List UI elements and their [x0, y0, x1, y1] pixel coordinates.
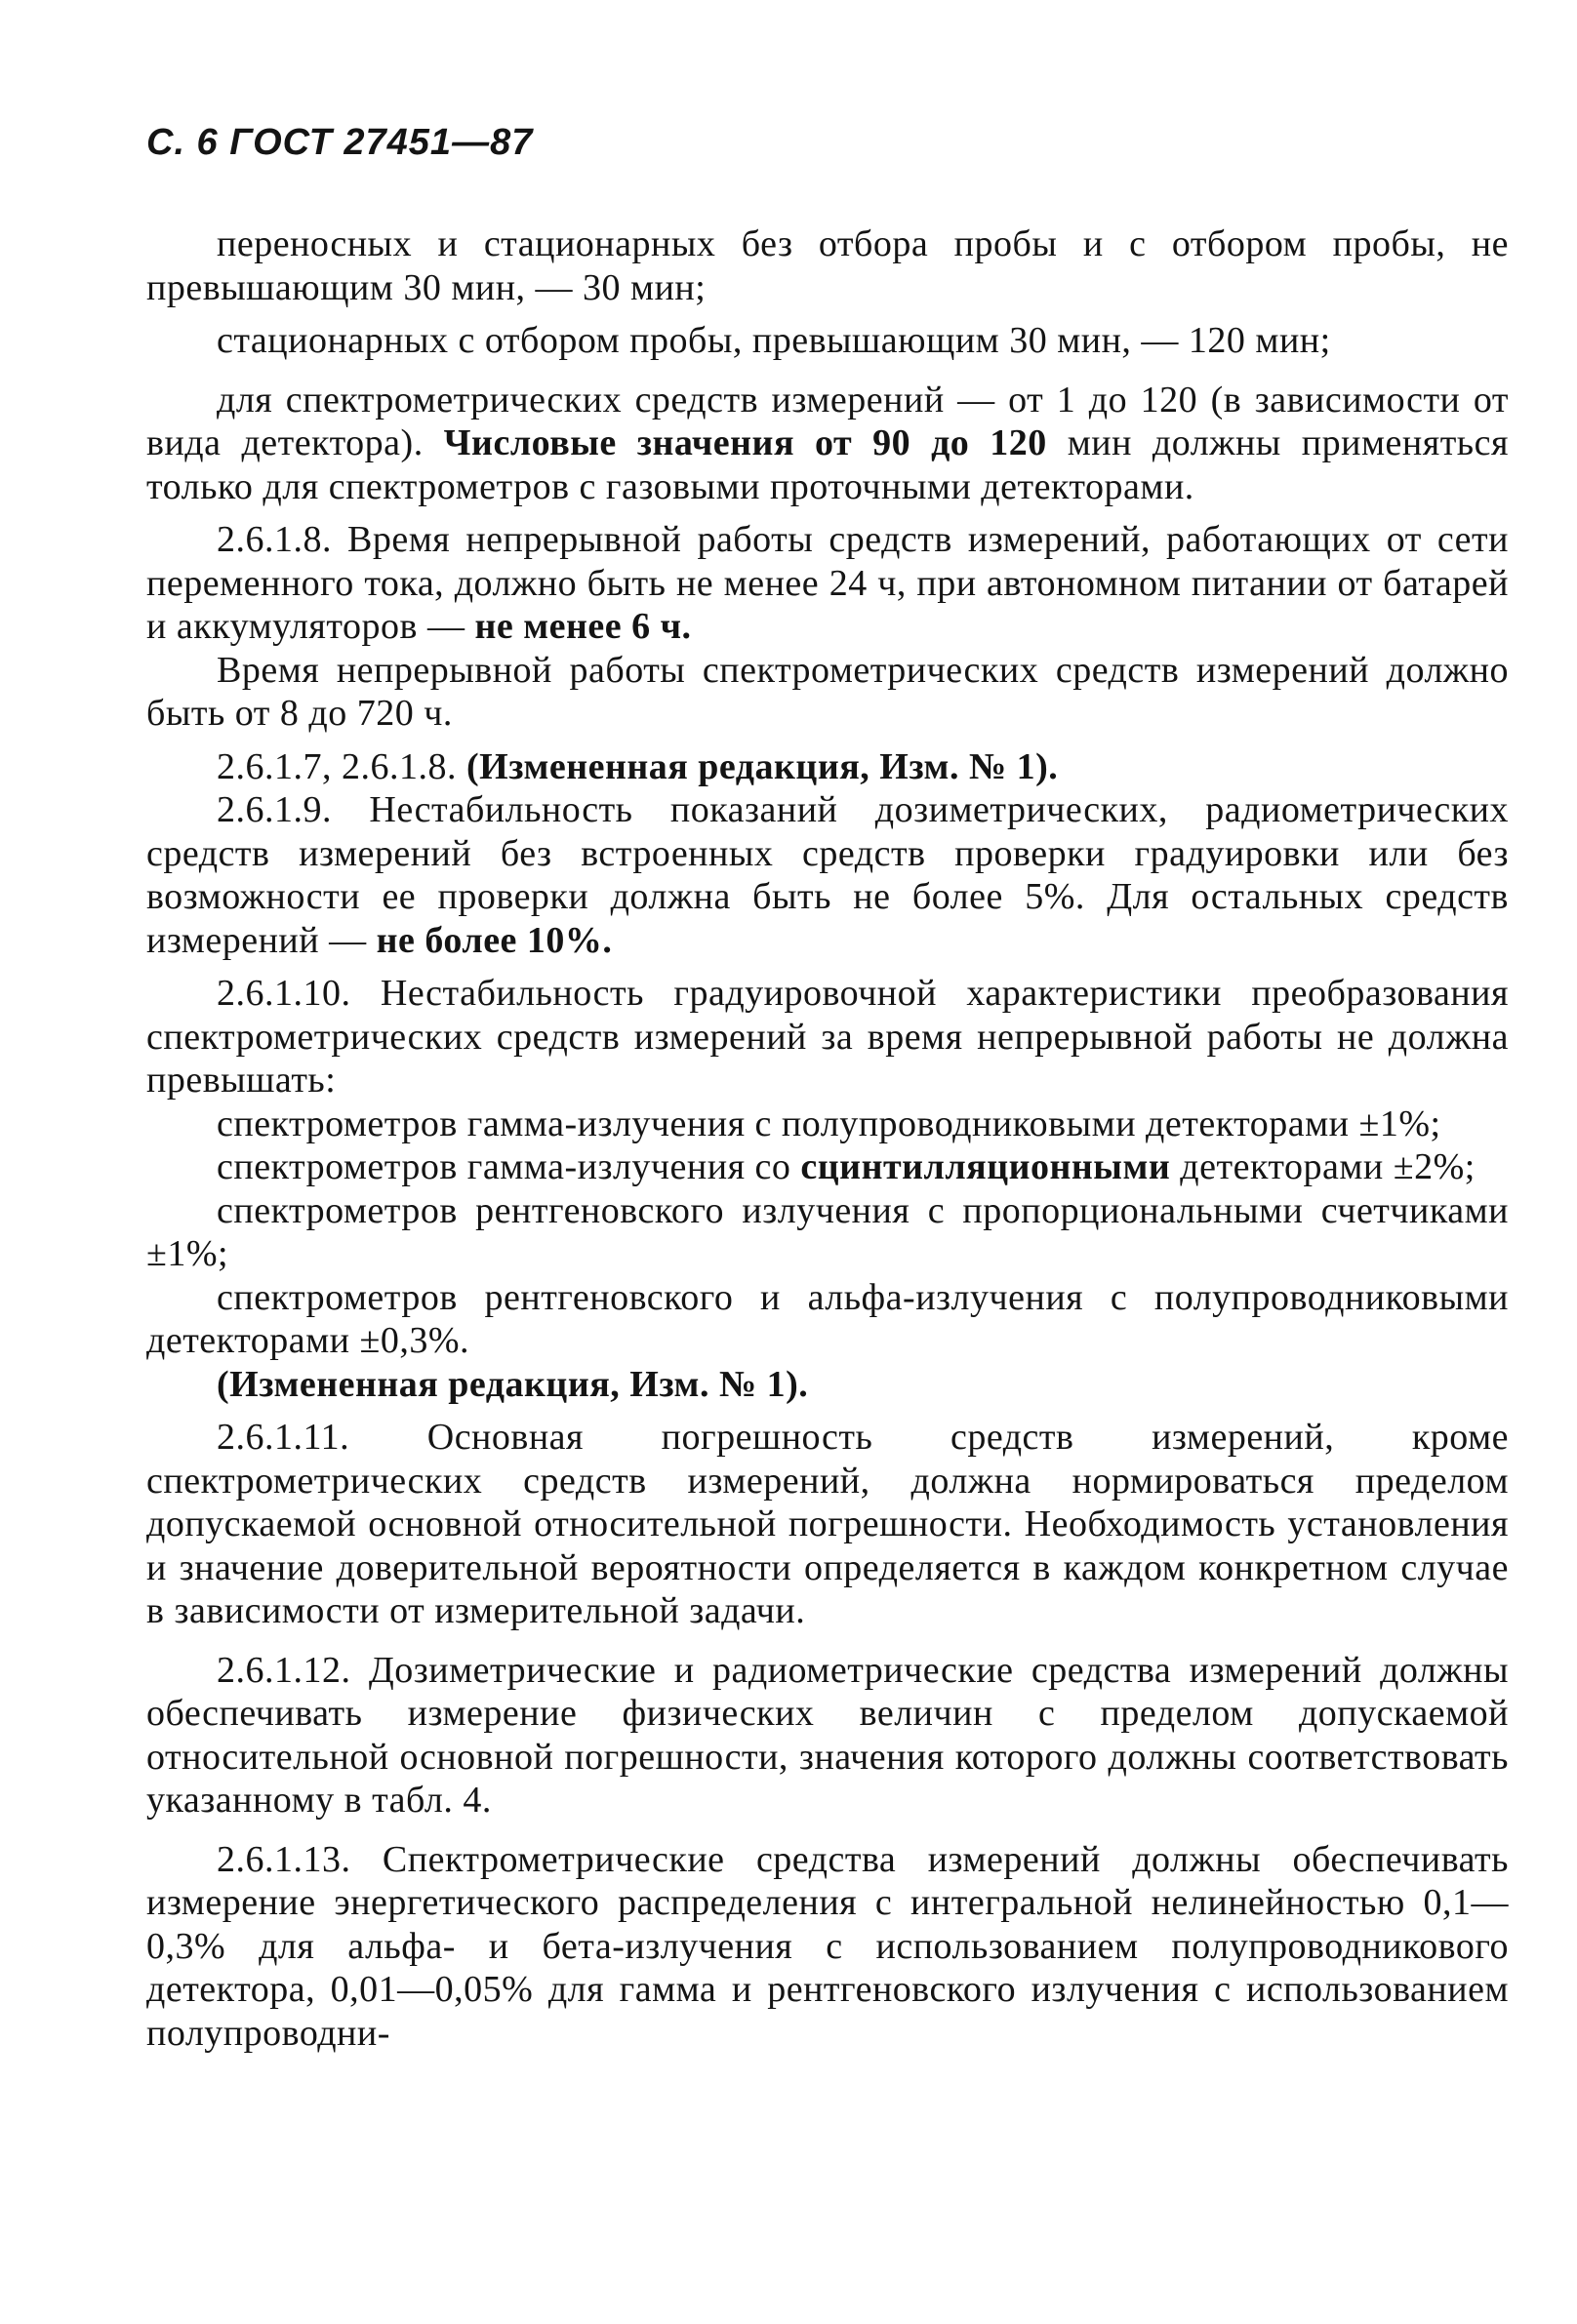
paragraph-2-6-1-8 — [146, 518, 1509, 649]
text-run: детекторами ±2%; — [1170, 1146, 1476, 1187]
paragraph-2-6-1-12: 2.6.1.12. Дозиметрические и радиометрические средства измерений должны обеспечивать измерение физических величин с пределом допускаемой относительной основной погрешности, значения которого должны соответствовать указанному в табл. 4. — [146, 1649, 1509, 1821]
paragraph-2-6-1-10: 2.6.1.10. Нестабильность градуировочной характеристики преобразования спектрометрических средств измерений за время непрерывной работы не должна превышать: — [146, 973, 1509, 1101]
bold-run: сцинтилляционными — [800, 1146, 1171, 1187]
paragraph-portable-stationary: переносных и стационарных без отбора пробы и с отбором пробы, не превышающим 30 мин, — 30 мин; — [146, 223, 1509, 308]
bold-run: (Измененная редакция, Изм. № 1). — [466, 745, 1059, 787]
text-run: для спектрометрических средств измерений — от 1 до 120 (в зависимости от вида детектора). — [146, 379, 1509, 463]
paragraph-xray-proportional: спектрометров рентгеновского излучения с пропорциональными счетчиками ±1%; — [146, 1189, 1509, 1274]
paragraph-gamma-semiconductor: спектрометров гамма-излучения с полупроводниковыми детекторами ±1%; — [217, 1102, 1441, 1144]
bold-run: не менее 6 ч. — [474, 606, 692, 647]
text-run: мин должны применяться только для спектрометров с газовыми проточными детекторами. — [146, 422, 1509, 507]
paragraph-spectrometric-time — [146, 379, 1509, 509]
paragraph-gamma-scintillation — [146, 1145, 1509, 1189]
paragraph-2-6-1-9 — [146, 788, 1509, 962]
paragraph-amendment-1 — [146, 745, 1509, 789]
bold-run: не более 10%. — [376, 919, 613, 961]
text-run: 2.6.1.8. Время непрерывной работы средств измерений, работающих от сети переменного тока, должно быть не менее 24 ч, при автономном питании от батарей и аккумуляторов — — [146, 519, 1509, 647]
text-run: 2.6.1.7, 2.6.1.8. — [217, 745, 466, 787]
text-run: 2.6.1.9. Нестабильность показаний дозиметрических, радиометрических средств измерений без встроенных средств проверки градуировки или без возможности ее проверки должна быть не более 5%. Для остальных средств измерений — — [146, 789, 1509, 961]
paragraph-2-6-1-11: 2.6.1.11. Основная погрешность средств измерений, кроме спектрометрических средств измерений, должна нормироваться пределом допускаемой основной относительной погрешности. Необходимость установления и значение доверительной вероятности определяется в каждом конкретном случае в зависимости от измерительной задачи. — [146, 1417, 1509, 1631]
paragraph-stationary: стационарных с отбором пробы, превышающим 30 мин, — 120 мин; — [217, 320, 1331, 361]
paragraph-xray-alpha: спектрометров рентгеновского и альфа-излучения с полупроводниковыми детекторами ±0,3%. — [146, 1276, 1509, 1361]
text-run: спектрометров гамма-излучения со — [217, 1146, 801, 1187]
paragraph-2-6-1-13: 2.6.1.13. Спектрометрические средства измерений должны обеспечивать измерение энергетического распределения с интегральной нелинейностью 0,1—0,3% для альфа- и бета-излучения с использованием полупроводникового детектора, 0,01—0,05% для гамма и рентгеновского излучения с использованием полупроводни- — [146, 1838, 1509, 2054]
paragraph-amendment-2: (Измененная редакция, Изм. № 1). — [217, 1363, 809, 1405]
paragraph-continuous-work: Время непрерывной работы спектрометрических средств измерений должно быть от 8 до 720 ч. — [146, 649, 1509, 734]
bold-run: Числовые значения от 90 до 120 — [443, 422, 1047, 463]
page-header: С. 6 ГОСТ 27451—87 — [146, 122, 534, 163]
